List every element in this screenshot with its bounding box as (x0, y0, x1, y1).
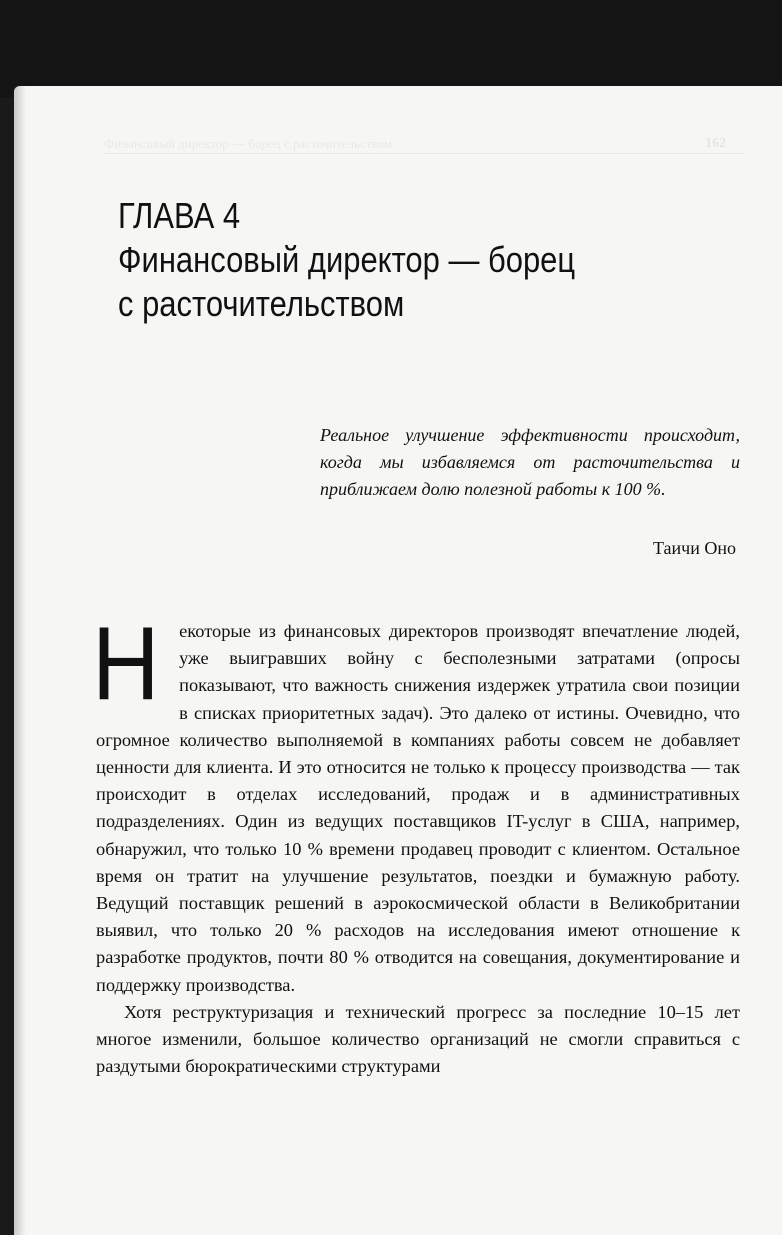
paragraph-2: Хотя реструктуризация и технический прогресс за последние 10–15 лет многое изменили, большое количество организаций не смогли справиться с раздутыми бюрократическими структурами (96, 1001, 740, 1077)
paragraph-1 (92, 606, 740, 999)
epigraph-quote: Реальное улучшение эффективности происходит, когда мы избавляемся от расточительства и приближаем долю полезной работы к 100 %. (320, 425, 740, 499)
bleed-through-page-number: 162 (705, 136, 726, 151)
scan-dark-border (0, 0, 782, 98)
body-text (92, 606, 740, 1080)
chapter-heading (118, 194, 678, 326)
chapter-title-line1: Финансовый директор — борец (118, 239, 576, 280)
paragraph-1-text: екоторые из финансовых директоров производят впечатление людей, уже выигравших войну с бесполезными затратами (опросы показывают, что важность снижения издержек утратила свои позиции в списках приоритетных задач). Это далеко от истины. Очевидно, что огромное количество выполняемой в компаниях работы совсем не добавляет ценности для клиента. И это относится не только к процессу производства — так происходит в отделах исследований, продаж и в административных подразделениях. Один из ведущих поставщиков IT-услуг в США, например, обнаружил, что только 10 % времени продавец проводит с клиентом. Остальное время он тратит на улучшение результатов, поездки и бумажную работу. Ведущий поставщик решений в аэрокосмической области в Великобритании выявил, что только 20 % расходов на исследования имеют отношение к разработке продуктов, почти 80 % отводится на совещания, документирование и поддержку производства. (96, 621, 740, 995)
book-page (14, 86, 782, 1235)
chapter-label: ГЛАВА 4 (118, 195, 241, 236)
bleed-through-running-head: Финансовый директор — борец с расточительством (104, 136, 744, 154)
chapter-title-line2: с расточительством (118, 283, 405, 324)
epigraph-author: Таичи Оно (653, 538, 736, 558)
drop-cap: Н (92, 606, 160, 722)
